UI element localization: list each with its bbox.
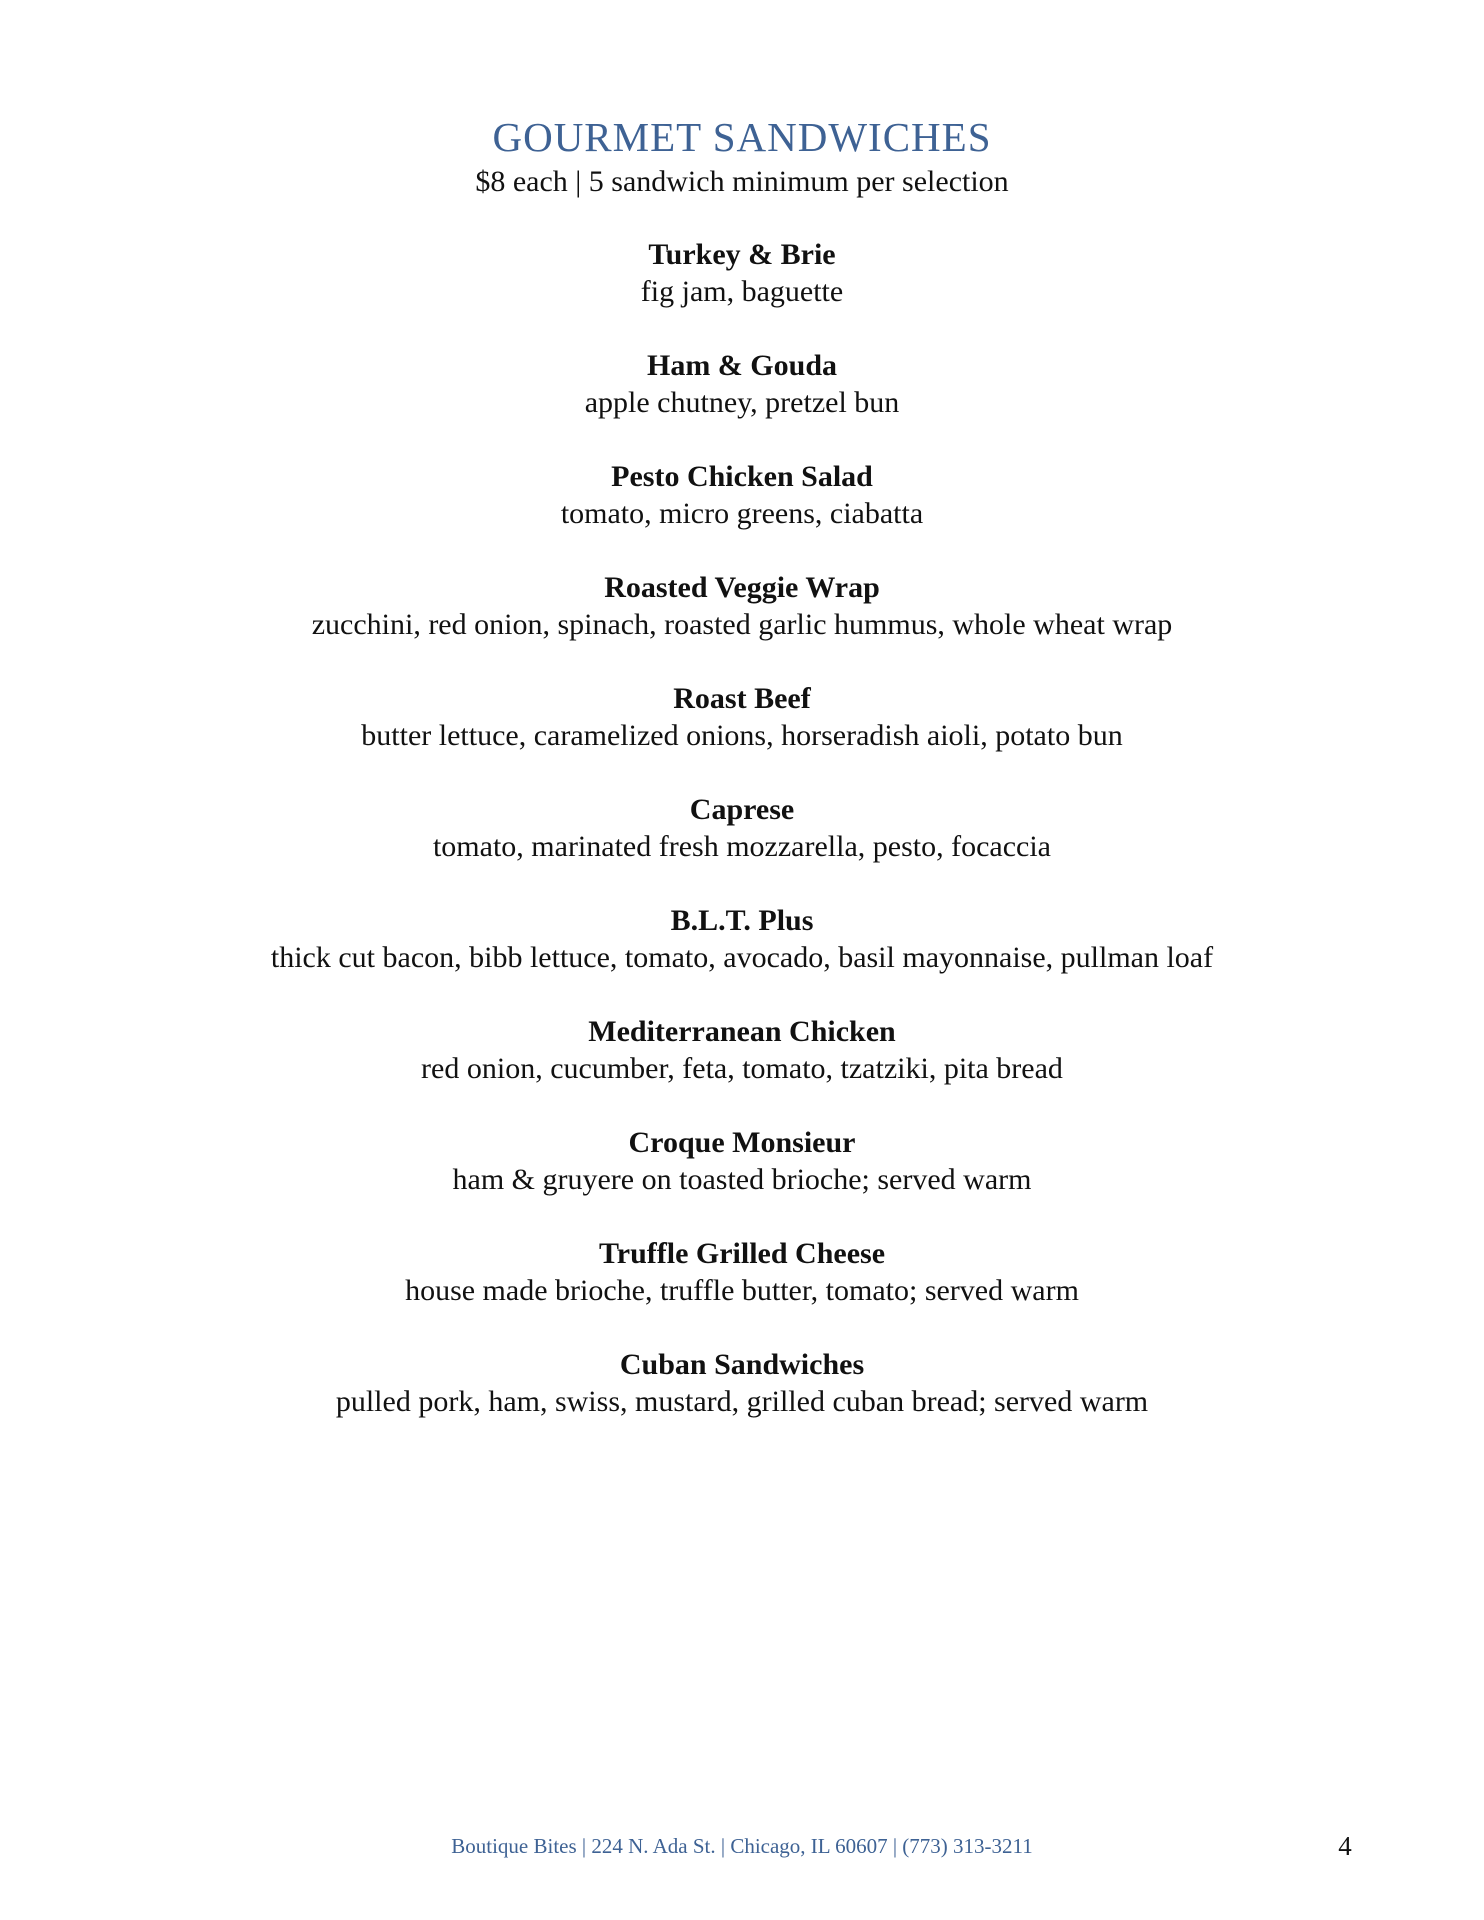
menu-item-description: pulled pork, ham, swiss, mustard, grilled cuban bread; served warm bbox=[335, 1385, 1149, 1418]
menu-item bbox=[0, 458, 1484, 569]
menu-item-description: tomato, marinated fresh mozzarella, pesto, focaccia bbox=[432, 830, 1052, 863]
menu-item bbox=[0, 569, 1484, 680]
pricing-note: $8 each | 5 sandwich minimum per selection bbox=[475, 165, 1009, 198]
page-number: 4 bbox=[1338, 1831, 1352, 1861]
menu-item-name: Truffle Grilled Cheese bbox=[598, 1237, 886, 1270]
menu-item bbox=[0, 347, 1484, 458]
menu-item-description: fig jam, baguette bbox=[640, 275, 844, 308]
menu-item-description: apple chutney, pretzel bun bbox=[584, 386, 900, 419]
menu-item-name: Mediterranean Chicken bbox=[588, 1015, 896, 1048]
menu-item bbox=[0, 902, 1484, 1013]
menu-header bbox=[0, 112, 1484, 202]
menu-item bbox=[0, 1235, 1484, 1346]
menu-item bbox=[0, 1013, 1484, 1124]
footer-contact-info: Boutique Bites | 224 N. Ada St. | Chicago, IL 60607 | (773) 313-3211 bbox=[451, 1834, 1033, 1858]
menu-item-name: Roasted Veggie Wrap bbox=[604, 571, 880, 604]
menu-item bbox=[0, 791, 1484, 902]
menu-item-description: ham & gruyere on toasted brioche; served warm bbox=[452, 1163, 1032, 1196]
menu-item bbox=[0, 236, 1484, 347]
menu-item-name: Pesto Chicken Salad bbox=[611, 460, 873, 493]
page-title: GOURMET SANDWICHES bbox=[492, 114, 992, 160]
menu-item-name: Roast Beef bbox=[673, 682, 811, 715]
menu-item-name: Cuban Sandwiches bbox=[619, 1348, 865, 1381]
menu-item-description: thick cut bacon, bibb lettuce, tomato, avocado, basil mayonnaise, pullman loaf bbox=[270, 941, 1214, 974]
menu-item bbox=[0, 1346, 1484, 1457]
menu-item-description: butter lettuce, caramelized onions, horseradish aioli, potato bun bbox=[361, 719, 1123, 752]
menu-item bbox=[0, 1124, 1484, 1235]
menu-item-description: tomato, micro greens, ciabatta bbox=[560, 497, 924, 530]
menu-item-description: zucchini, red onion, spinach, roasted garlic hummus, whole wheat wrap bbox=[311, 608, 1173, 641]
menu-item-name: Caprese bbox=[689, 793, 795, 826]
menu-item-name: B.L.T. Plus bbox=[670, 904, 814, 937]
menu-item-name: Croque Monsieur bbox=[628, 1126, 856, 1159]
menu-item-name: Turkey & Brie bbox=[648, 238, 836, 271]
menu-item bbox=[0, 680, 1484, 791]
menu-item-description: house made brioche, truffle butter, tomato; served warm bbox=[405, 1274, 1079, 1307]
sandwich-list bbox=[0, 236, 1484, 1457]
page-footer bbox=[0, 1826, 1484, 1866]
menu-item-description: red onion, cucumber, feta, tomato, tzatziki, pita bread bbox=[421, 1052, 1063, 1085]
menu-item-name: Ham & Gouda bbox=[646, 349, 838, 382]
